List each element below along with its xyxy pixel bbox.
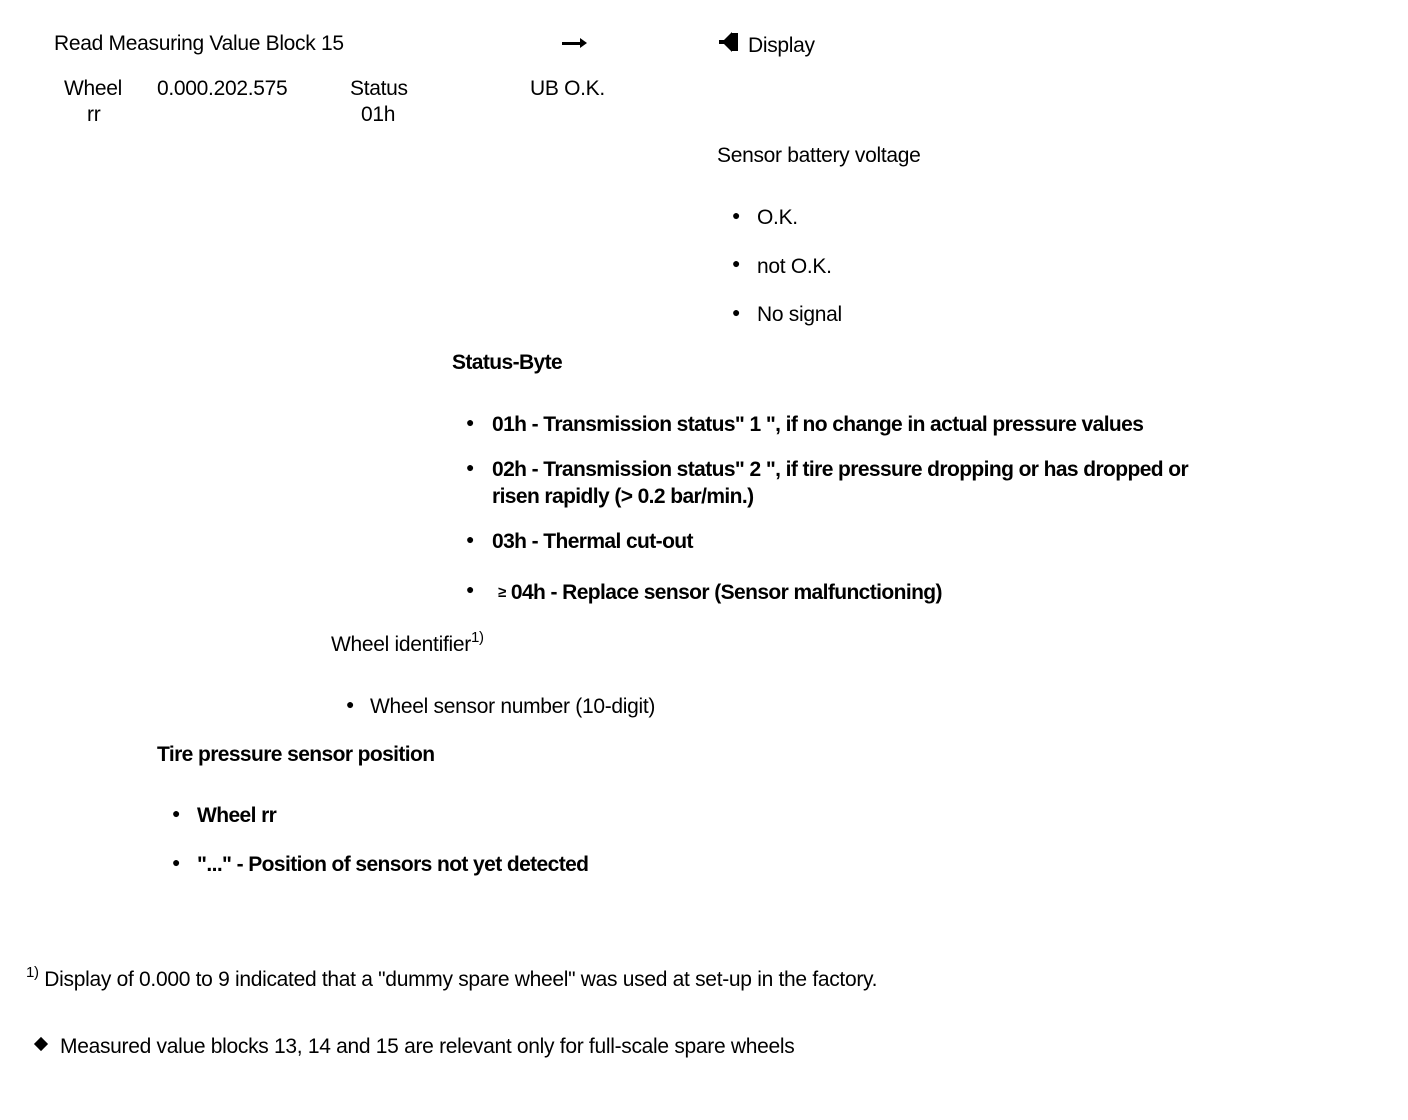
status-byte-heading: Status-Byte bbox=[452, 351, 563, 374]
bullet-icon: ● bbox=[732, 207, 741, 223]
battery-status-value: UB O.K. bbox=[530, 77, 605, 100]
bullet-icon: ● bbox=[466, 581, 475, 597]
list-item: O.K. bbox=[757, 206, 798, 229]
list-item: 03h - Thermal cut-out bbox=[492, 530, 693, 553]
wheel-position-label: rr bbox=[87, 103, 101, 126]
speaker-icon bbox=[718, 30, 742, 54]
list-item: not O.K. bbox=[757, 255, 832, 278]
list-item: Wheel rr bbox=[197, 804, 277, 827]
bullet-icon: ● bbox=[466, 531, 475, 547]
position-section-heading: Tire pressure sensor position bbox=[157, 743, 435, 766]
note-text: Measured value blocks 13, 14 and 15 are relevant only for full-scale spare wheels bbox=[60, 1035, 795, 1058]
diamond-icon bbox=[34, 1037, 48, 1051]
list-item: 01h - Transmission status" 1 ", if no change in actual pressure values bbox=[492, 413, 1144, 436]
bullet-icon: ● bbox=[732, 304, 741, 320]
bullet-icon: ● bbox=[172, 805, 181, 821]
bullet-icon: ● bbox=[172, 854, 181, 870]
display-label: Display bbox=[748, 34, 815, 57]
footnote-mark: 1) bbox=[26, 964, 39, 981]
bullet-icon: ● bbox=[346, 696, 355, 712]
list-item: No signal bbox=[757, 303, 842, 326]
wheel-label: Wheel bbox=[64, 77, 123, 100]
status-value: 01h bbox=[361, 103, 396, 126]
arrow-right-icon bbox=[562, 42, 584, 45]
list-item: ≥ 04h - Replace sensor (Sensor malfunctioning) bbox=[498, 581, 942, 604]
bullet-icon: ● bbox=[732, 255, 741, 271]
battery-section-heading: Sensor battery voltage bbox=[717, 144, 921, 167]
status-label: Status bbox=[350, 77, 408, 100]
list-item-continuation: risen rapidly (> 0.2 bar/min.) bbox=[492, 485, 754, 508]
footnote-reference: 1) bbox=[470, 629, 484, 646]
bullet-icon: ● bbox=[466, 459, 475, 475]
page-title: Read Measuring Value Block 15 bbox=[54, 32, 344, 55]
list-item: 02h - Transmission status" 2 ", if tire pressure dropping or has dropped or bbox=[492, 458, 1189, 481]
list-item: "..." - Position of sensors not yet detected bbox=[197, 853, 589, 876]
wheel-identifier-heading: Wheel identifier$^{1)}$ bbox=[331, 629, 484, 656]
footnote: $^{1)}$ Display of 0.000 to 9 indicated that a "dummy spare wheel" was used at set-up in the factory. bbox=[26, 964, 878, 991]
bullet-icon: ● bbox=[466, 414, 475, 430]
list-item: Wheel sensor number (10-digit) bbox=[370, 695, 656, 718]
greater-equal-symbol: ≥ bbox=[498, 584, 506, 601]
sensor-number-value: 0.000.202.575 bbox=[157, 77, 288, 100]
